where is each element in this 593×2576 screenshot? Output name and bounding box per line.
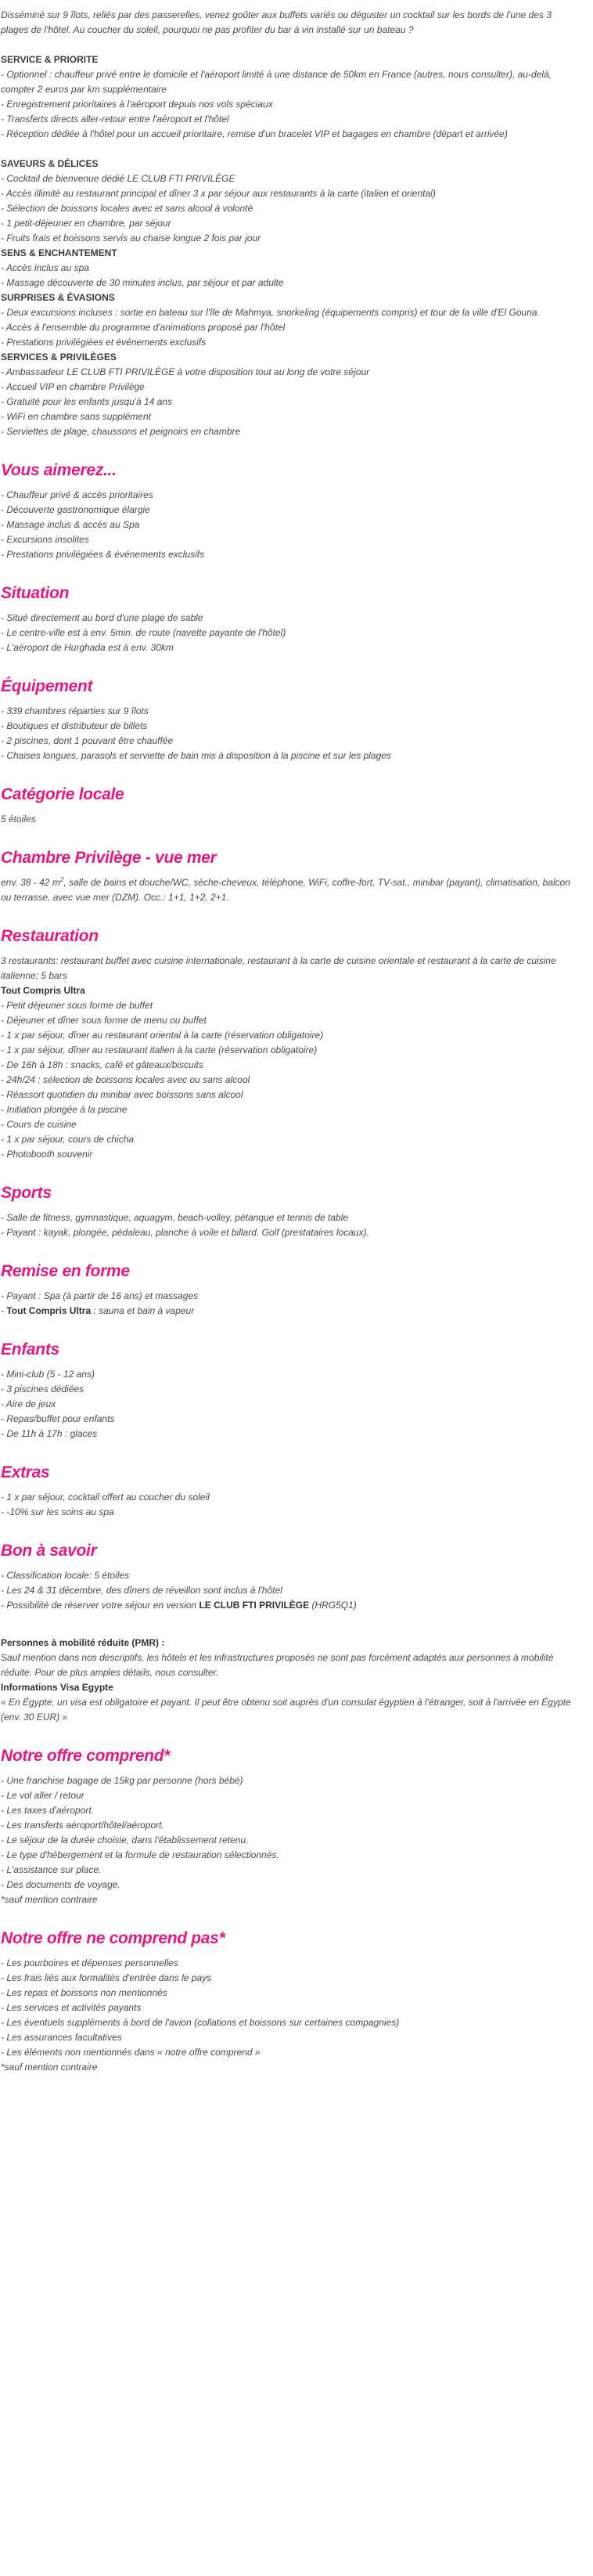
chambre-sup: 2: [59, 876, 64, 883]
list-item: - Ambassadeur LE CLUB FTI PRIVILÈGE à votre disposition tout au long de votre séjour: [1, 366, 370, 377]
list-item: - Mini-club (5 - 12 ans): [1, 1369, 95, 1380]
remise-heading: Remise en forme: [1, 1262, 130, 1280]
list-item: - Chaises longues, parasols et serviette de bain mis à disposition à la piscine et sur les plages: [1, 750, 391, 761]
categorie-text: 5 étoiles: [1, 814, 36, 824]
list-item: - Les taxes d'aéroport.: [1, 1805, 95, 1816]
equipement-heading: Équipement: [1, 677, 93, 695]
visa-heading: Informations Visa Egypte: [1, 1682, 113, 1693]
list-item: - Le séjour de la durée choisie, dans l'établissement retenu.: [1, 1835, 249, 1845]
list-item: - Accès à l'ensemble du programme d'animations proposé par l'hôtel: [1, 322, 286, 333]
list-item: - Réassort quotidien du minibar avec boissons sans alcool: [1, 1089, 243, 1100]
chambre-heading: Chambre Privilège - vue mer: [1, 849, 217, 867]
sports-heading: Sports: [1, 1184, 52, 1202]
bon-item3-prefix: - Possibilité de réserver votre séjour en version: [1, 1600, 199, 1611]
list-item: - Repas/buffet pour enfants: [1, 1413, 115, 1424]
extras-heading: Extras: [1, 1463, 50, 1481]
list-item: - 24h/24 : sélection de boissons locales avec ou sans alcool: [1, 1074, 250, 1085]
list-item: - Aire de jeux: [1, 1398, 56, 1409]
remise-item: [1, 1304, 578, 1319]
chambre-text: [1, 875, 578, 905]
bon-item3-rest: (HRG5Q1): [309, 1600, 357, 1611]
restauration-heading: Restauration: [1, 927, 99, 945]
list-item: - Cocktail de bienvenue dédié LE CLUB FTI PRIVILÈGE: [1, 173, 235, 184]
list-item: - Excursions insolites: [1, 534, 89, 545]
list-item: - Les transferts aéroport/hôtel/aéroport.: [1, 1820, 164, 1831]
list-item: - 339 chambres réparties sur 9 îlots: [1, 705, 149, 716]
list-item: - Les frais liés aux formalités d'entrée dans le pays: [1, 1972, 212, 1983]
list-item: - Déjeuner et dîner sous forme de menu ou buffet: [1, 1015, 207, 1026]
tout-compris-heading: Tout Compris Ultra: [1, 985, 85, 996]
chambre-text-b: , salle de bains et douche/WC, sèche-cheveux, téléphone, WiFi, coffre-fort, TV-sat., minibar (payant), climatisation, balcon ou terrasse, avec vue mer (DZM). Occ.: 1+1, 1+2, 2+1.: [1, 877, 571, 903]
list-item: - L'assistance sur place.: [1, 1864, 102, 1875]
list-item: - WiFi en chambre sans supplément: [1, 411, 151, 422]
list-item: - Boutiques et distributeur de billets: [1, 720, 148, 731]
list-item: - Accueil VIP en chambre Privilège: [1, 381, 145, 392]
list-item: - Situé directement au bord d'une plage de sable: [1, 612, 203, 623]
list-item: - Le vol aller / retour: [1, 1790, 84, 1801]
list-item: - Cours de cuisine: [1, 1119, 77, 1130]
list-item: - Les 24 & 31 décembre, des dîners de réveillon sont inclus à l'hôtel: [1, 1585, 282, 1596]
list-item: - Payant : kayak, plongée, pédaleau, planche à voile et billard. Golf (prestataires locaux).: [1, 1227, 369, 1238]
saveurs-heading: SAVEURS & DÉLICES: [1, 158, 99, 169]
list-item: - Une franchise bagage de 15kg par personne (hors bébé): [1, 1775, 243, 1786]
list-item: - -10% sur les soins au spa: [1, 1506, 114, 1517]
remise-item: - Payant : Spa (à partir de 16 ans) et massages: [1, 1290, 199, 1301]
bon-a-savoir-heading: Bon à savoir: [1, 1542, 97, 1560]
sens-list: [1, 261, 578, 290]
sens-heading: SENS & ENCHANTEMENT: [1, 247, 117, 258]
intro-text: Disséminé sur 9 îlots, reliés par des passerelles, venez goûter aux buffets variés ou déguster un cocktail sur les bords de l'une des 3 plages de l'hôtel. Au coucher du soleil, pourquoi ne pas profiter du bar à vin installé sur un bateau ?: [1, 9, 552, 35]
privileges-heading: SERVICES & PRIVILÈGES: [1, 352, 117, 363]
list-item: - Le type d'hébergement et la formule de restauration sélectionnés.: [1, 1849, 279, 1860]
list-item: - Les éléments non mentionnés dans « notre offre comprend »: [1, 2047, 261, 2058]
enfants-heading: Enfants: [1, 1340, 59, 1358]
remise-item2-prefix: -: [1, 1305, 7, 1316]
vous-aimerez-heading: Vous aimerez...: [1, 461, 117, 479]
offre-ne-comprend-list: [1, 1956, 578, 2075]
list-item: - Sélection de boissons locales avec et sans alcool à volonté: [1, 203, 253, 214]
list-item: - Massage découverte de 30 minutes inclus, par séjour et par adulte: [1, 277, 284, 288]
bon-a-savoir-item: [1, 1598, 578, 1613]
offre-comprend-list: [1, 1773, 578, 1907]
list-item: *sauf mention contraire: [1, 1894, 98, 1905]
list-item: - Enregistrement prioritaires à l'aéroport depuis nos vols spéciaux: [1, 99, 273, 110]
list-item: - 1 x par séjour, dîner au restaurant italien à la carte (réservation obligatoire): [1, 1044, 318, 1055]
bon-item3-bold: LE CLUB FTI PRIVILÈGE: [199, 1600, 310, 1611]
list-item: - 1 x par séjour, cours de chicha: [1, 1134, 135, 1145]
pmr-heading: Personnes à mobilité réduite (PMR) :: [1, 1637, 165, 1648]
list-item: - Transferts directs aller-retour entre l'aéroport et l'hôtel: [1, 114, 229, 124]
list-item: - Le centre-ville est à env. 5min. de route (navette payante de l'hôtel): [1, 627, 286, 638]
list-item: - Les services et activités payants: [1, 2002, 142, 2013]
list-item: - Accès inclus au spa: [1, 262, 89, 273]
list-item: - Massage inclus & accès au Spa: [1, 519, 140, 530]
list-item: - Gratuité pour les enfants jusqu'à 14 ans: [1, 396, 173, 407]
extras-list: [1, 1490, 578, 1520]
equipement-list: [1, 704, 578, 763]
sports-list: [1, 1210, 578, 1240]
bon-a-savoir-list: [1, 1568, 578, 1598]
service-priorite-list: [1, 67, 578, 142]
list-item: - Salle de fitness, gymnastique, aquagym, beach-volley, pétanque et tennis de table: [1, 1212, 349, 1223]
privileges-list: [1, 365, 578, 439]
restauration-list: [1, 998, 578, 1162]
list-item: - Prestations privilégiées et événements exclusifs: [1, 337, 207, 348]
list-item: - Chauffeur privé & accès prioritaires: [1, 489, 153, 500]
list-item: - 1 petit-déjeuner en chambre, par séjour: [1, 218, 171, 229]
list-item: - L'aéroport de Hurghada est à env. 30km: [1, 642, 174, 653]
list-item: - Les éventuels suppléments à bord de l'avion (collations et boissons sur certaines compagnies): [1, 2017, 400, 2028]
situation-heading: Situation: [1, 584, 70, 602]
list-item: - Les assurances facultatives: [1, 2032, 122, 2043]
remise-item2-bold: Tout Compris Ultra: [6, 1305, 92, 1316]
list-item: - Classification locale: 5 étoiles: [1, 1570, 130, 1581]
saveurs-list: [1, 171, 578, 246]
offre-comprend-heading: Notre offre comprend*: [1, 1747, 171, 1765]
surprises-heading: SURPRISES & ÉVASIONS: [1, 292, 115, 303]
visa-text: « En Égypte, un visa est obligatoire et payant. Il peut être obtenu soit auprès d'un consulat égyptien à l'étranger, soit à l'arrivée en Égypte (env. 30 EUR) »: [1, 1697, 571, 1723]
list-item: - Accès illimité au restaurant principal et dîner 3 x par séjour aux restaurants à la carte (italien et oriental): [1, 188, 436, 199]
vous-aimerez-list: [1, 488, 578, 562]
pmr-text: Sauf mention dans nos descriptifs, les hôtels et les infrastructures proposés ne sont pas forcément adaptés aux personnes à mobilité réduite. Pour de plus amples détails, nous consulter.: [1, 1652, 554, 1678]
surprises-list: [1, 305, 578, 350]
restauration-text: 3 restaurants: restaurant buffet avec cuisine internationale, restaurant à la carte de cuisine orientale et restaurant à la carte de cuisine italienne; 5 bars: [1, 955, 556, 981]
chambre-text-a: env. 38 - 42 m: [1, 877, 60, 888]
offre-ne-comprend-heading: Notre offre ne comprend pas*: [1, 1929, 225, 1947]
categorie-heading: Catégorie locale: [1, 785, 124, 803]
list-item: - Petit déjeuner sous forme de buffet: [1, 1000, 153, 1011]
list-item: - De 11h à 17h : glaces: [1, 1428, 98, 1439]
list-item: - Initiation plongée à la piscine: [1, 1104, 128, 1115]
list-item: - 1 x par séjour, cocktail offert au coucher du soleil: [1, 1492, 210, 1503]
list-item: - Les repas et boissons non mentionnés: [1, 1987, 167, 1998]
list-item: - Les pourboires et dépenses personnelles: [1, 1957, 178, 1968]
list-item: - De 16h à 18h : snacks, café et gâteaux/biscuits: [1, 1059, 203, 1070]
list-item: - Optionnel : chauffeur privé entre le domicile et l'aéroport limité à une distance de 50km en France (autres, nous consulter), au-delà, compter 2 euros par km supplémentaire: [1, 69, 552, 95]
list-item: - 3 piscines dédiées: [1, 1384, 84, 1394]
service-priorite-heading: SERVICE & PRIORITE: [1, 54, 99, 65]
list-item: - Découverte gastronomique élargie: [1, 504, 150, 515]
list-item: - 2 piscines, dont 1 pouvant être chauffée: [1, 735, 174, 746]
remise-item2-rest: : sauna et bain à vapeur: [91, 1305, 195, 1316]
situation-list: [1, 611, 578, 655]
list-item: - Serviettes de plage, chaussons et peignoirs en chambre: [1, 426, 241, 437]
list-item: - Réception dédiée à l'hôtel pour un accueil prioritaire, remise d'un bracelet VIP et bagages en chambre (départ et arrivée): [1, 128, 508, 139]
list-item: - Fruits frais et boissons servis au chaise longue 2 fois par jour: [1, 233, 261, 244]
list-item: - Deux excursions incluses : sortie en bateau sur l'île de Mahmya, snorkeling (équipements compris) et tour de la ville d'El Gouna.: [1, 307, 540, 318]
club-section: [1, 52, 578, 439]
list-item: - Prestations privilégiées & événements exclusifs: [1, 549, 205, 560]
list-item: - 1 x par séjour, dîner au restaurant oriental à la carte (réservation obligatoire): [1, 1030, 324, 1041]
enfants-list: [1, 1367, 578, 1441]
list-item: *sauf mention contraire: [1, 2062, 98, 2073]
list-item: - Photobooth souvenir: [1, 1149, 93, 1160]
list-item: - Des documents de voyage.: [1, 1879, 120, 1890]
